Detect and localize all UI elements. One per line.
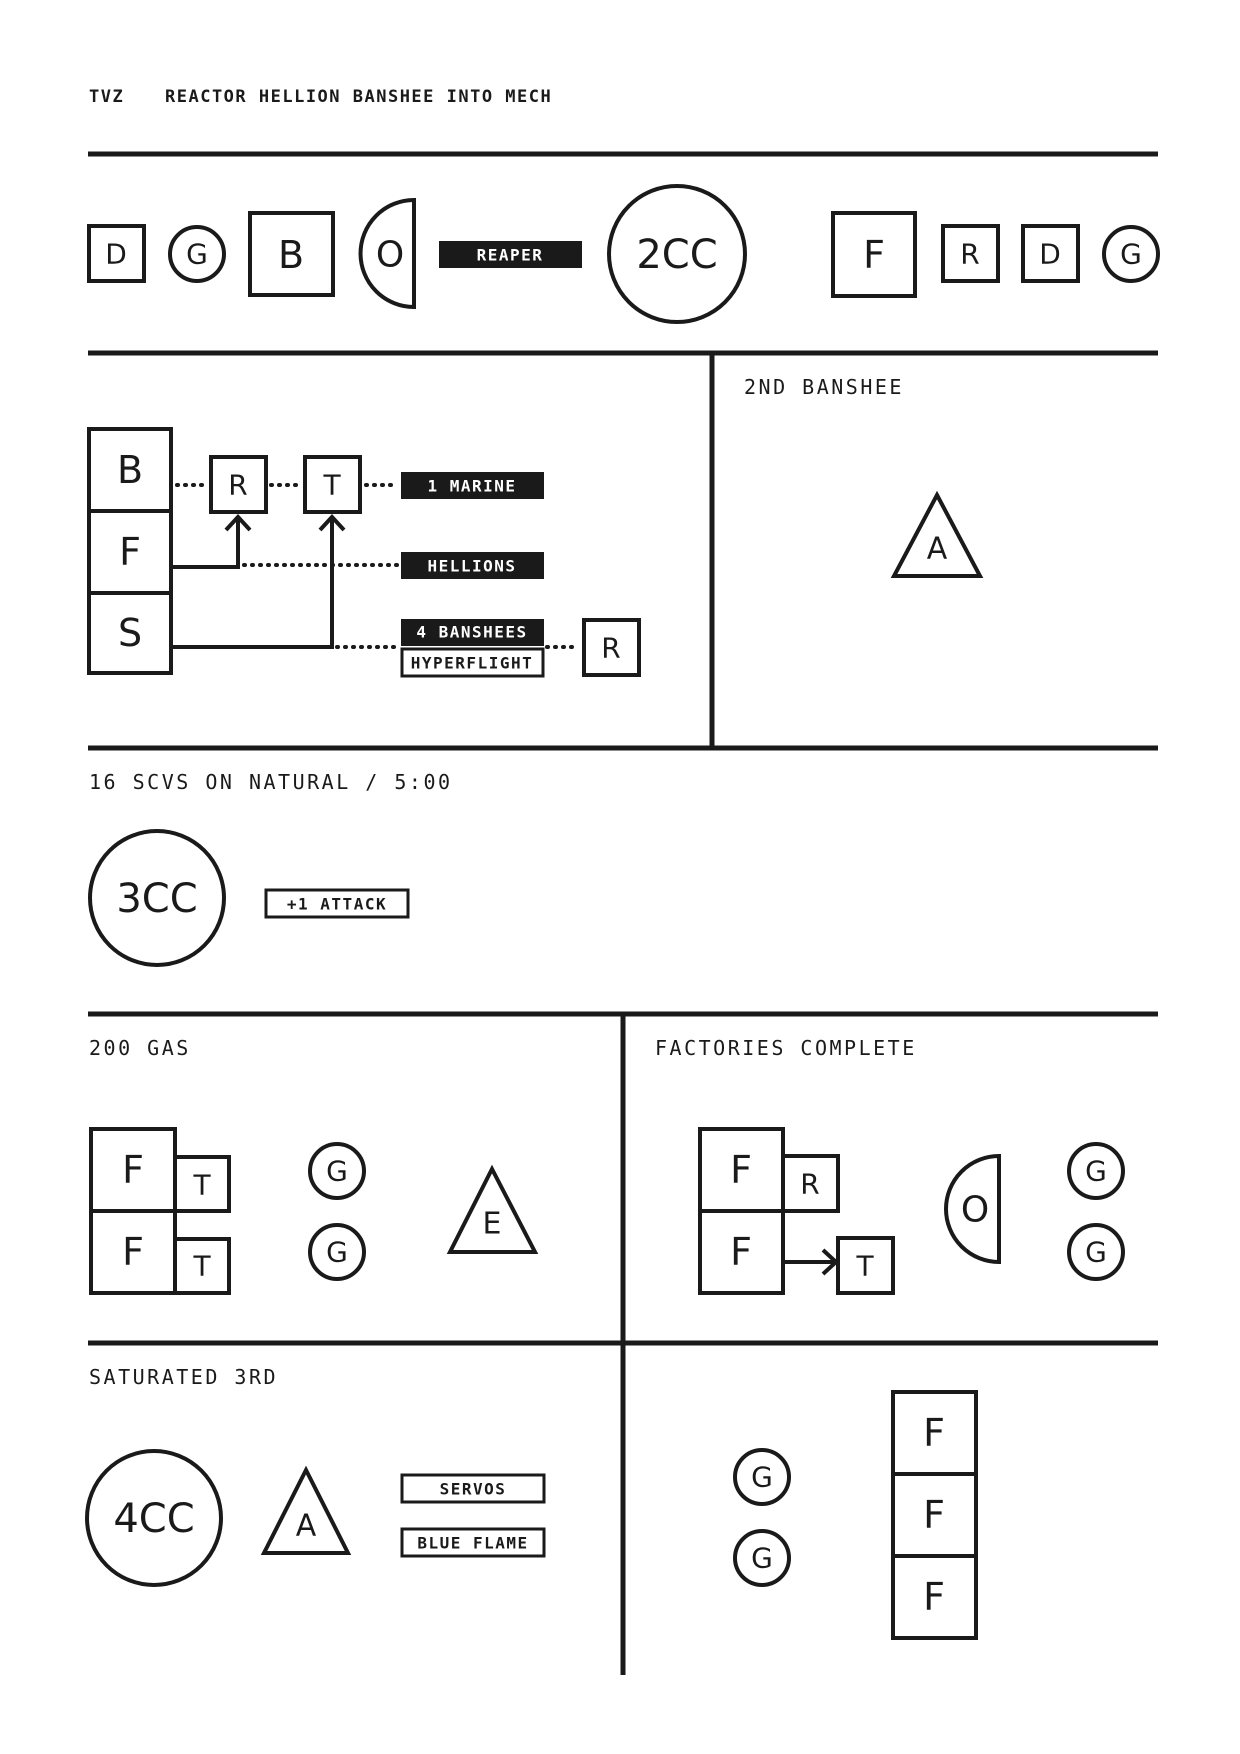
barracks-icon <box>250 213 333 295</box>
factory-icon <box>833 213 915 296</box>
svg-text:O: O <box>960 1189 990 1231</box>
refinery-icon-3 <box>310 1144 364 1198</box>
svg-text:A: A <box>295 1508 317 1544</box>
svg-text:R: R <box>228 468 248 502</box>
banshees-tag <box>401 619 544 646</box>
reactor-icon <box>943 226 998 281</box>
orbital-command-icon-2 <box>946 1156 999 1262</box>
reactor-glyph: R <box>800 1167 820 1201</box>
svg-text:BLUE FLAME: BLUE FLAME <box>417 1533 529 1553</box>
factory-glyph-1: F <box>122 1148 144 1192</box>
depot-icon <box>89 226 144 281</box>
depot-icon-2 <box>1023 226 1078 281</box>
third-base-title: SATURATED 3RD <box>89 1365 279 1389</box>
svg-text:HYPERFLIGHT: HYPERFLIGHT <box>410 653 534 673</box>
svg-text:1 MARINE: 1 MARINE <box>427 476 517 496</box>
refinery-icon-5 <box>1069 1144 1123 1198</box>
factory-glyph-4: F <box>730 1230 752 1274</box>
refinery-icon-4 <box>310 1225 364 1279</box>
svg-text:G: G <box>751 1541 773 1575</box>
marine-tag <box>401 472 544 499</box>
techlab-glyph-1: T <box>193 1168 211 1202</box>
hellions-tag <box>401 552 544 579</box>
refinery-icon <box>170 227 224 281</box>
factory-techlab-pair <box>91 1129 229 1293</box>
svg-text:4CC: 4CC <box>113 1496 195 1542</box>
svg-text:REAPER: REAPER <box>476 245 544 265</box>
svg-text:A: A <box>926 531 948 567</box>
swap-arrow-starport <box>171 518 332 647</box>
svg-text:T: T <box>323 468 341 502</box>
svg-text:+1 ATTACK: +1 ATTACK <box>286 894 388 914</box>
attack-upgrade-tag <box>266 890 408 917</box>
techlab-glyph-3: T <box>856 1249 874 1283</box>
gas-title: 200 GAS <box>89 1036 191 1060</box>
svg-text:F: F <box>863 233 885 277</box>
build-title: REACTOR HELLION BANSHEE INTO MECH <box>165 87 553 107</box>
armory-icon-2 <box>264 1470 348 1553</box>
blue-flame-upgrade-tag <box>402 1529 544 1556</box>
factory-stack <box>893 1392 976 1638</box>
svg-text:B: B <box>277 233 305 277</box>
factory-glyph-6: F <box>923 1493 945 1537</box>
command-center-3cc-icon <box>90 831 224 965</box>
hyperflight-tag <box>402 649 543 676</box>
svg-text:G: G <box>326 1235 348 1269</box>
factory-glyph-5: F <box>923 1411 945 1455</box>
svg-text:4 BANSHEES: 4 BANSHEES <box>416 622 528 642</box>
refinery-icon-8 <box>735 1531 789 1585</box>
refinery-icon-6 <box>1069 1225 1123 1279</box>
command-center-4cc-icon <box>87 1451 221 1585</box>
svg-text:G: G <box>1085 1235 1107 1269</box>
techlab-glyph-2: T <box>193 1249 211 1283</box>
factory-addon-group <box>700 1129 893 1293</box>
svg-text:G: G <box>1085 1154 1107 1188</box>
armory-icon <box>894 495 980 576</box>
reaper-tag <box>439 241 582 268</box>
svg-text:G: G <box>186 237 208 271</box>
orbital-command-icon <box>361 200 414 307</box>
refinery-icon-2 <box>1104 227 1158 281</box>
reactor-addon-icon <box>211 457 266 512</box>
svg-text:R: R <box>960 237 980 271</box>
factory-glyph-3: F <box>730 1148 752 1192</box>
factories-title: FACTORIES COMPLETE <box>655 1036 917 1060</box>
engineering-bay-icon <box>450 1169 535 1252</box>
matchup-label: TVZ <box>89 87 125 107</box>
reactor-icon-2 <box>584 620 639 675</box>
svg-text:2CC: 2CC <box>636 232 718 278</box>
svg-text:R: R <box>601 631 621 665</box>
barracks-glyph: B <box>116 448 144 492</box>
svg-text:HELLIONS: HELLIONS <box>427 556 517 576</box>
second-banshee-title: 2ND BANSHEE <box>744 375 904 399</box>
factory-glyph-2: F <box>122 1230 144 1274</box>
servos-upgrade-tag <box>402 1475 544 1502</box>
svg-text:G: G <box>326 1154 348 1188</box>
svg-text:G: G <box>751 1460 773 1494</box>
svg-text:O: O <box>375 234 405 276</box>
svg-text:D: D <box>1039 237 1061 271</box>
building-stack-bfs <box>89 429 171 673</box>
starport-glyph: S <box>117 611 143 655</box>
techlab-addon-icon <box>305 457 360 512</box>
svg-text:E: E <box>482 1206 502 1242</box>
svg-text:SERVOS: SERVOS <box>439 1479 507 1499</box>
svg-text:G: G <box>1120 237 1142 271</box>
svg-text:D: D <box>105 237 127 271</box>
factory-glyph: F <box>119 530 141 574</box>
command-center-2cc-icon <box>609 186 745 322</box>
factory-glyph-7: F <box>923 1575 945 1619</box>
natural-title: 16 SCVS ON NATURAL / 5:00 <box>89 770 453 794</box>
refinery-icon-7 <box>735 1450 789 1504</box>
svg-text:3CC: 3CC <box>116 876 198 922</box>
